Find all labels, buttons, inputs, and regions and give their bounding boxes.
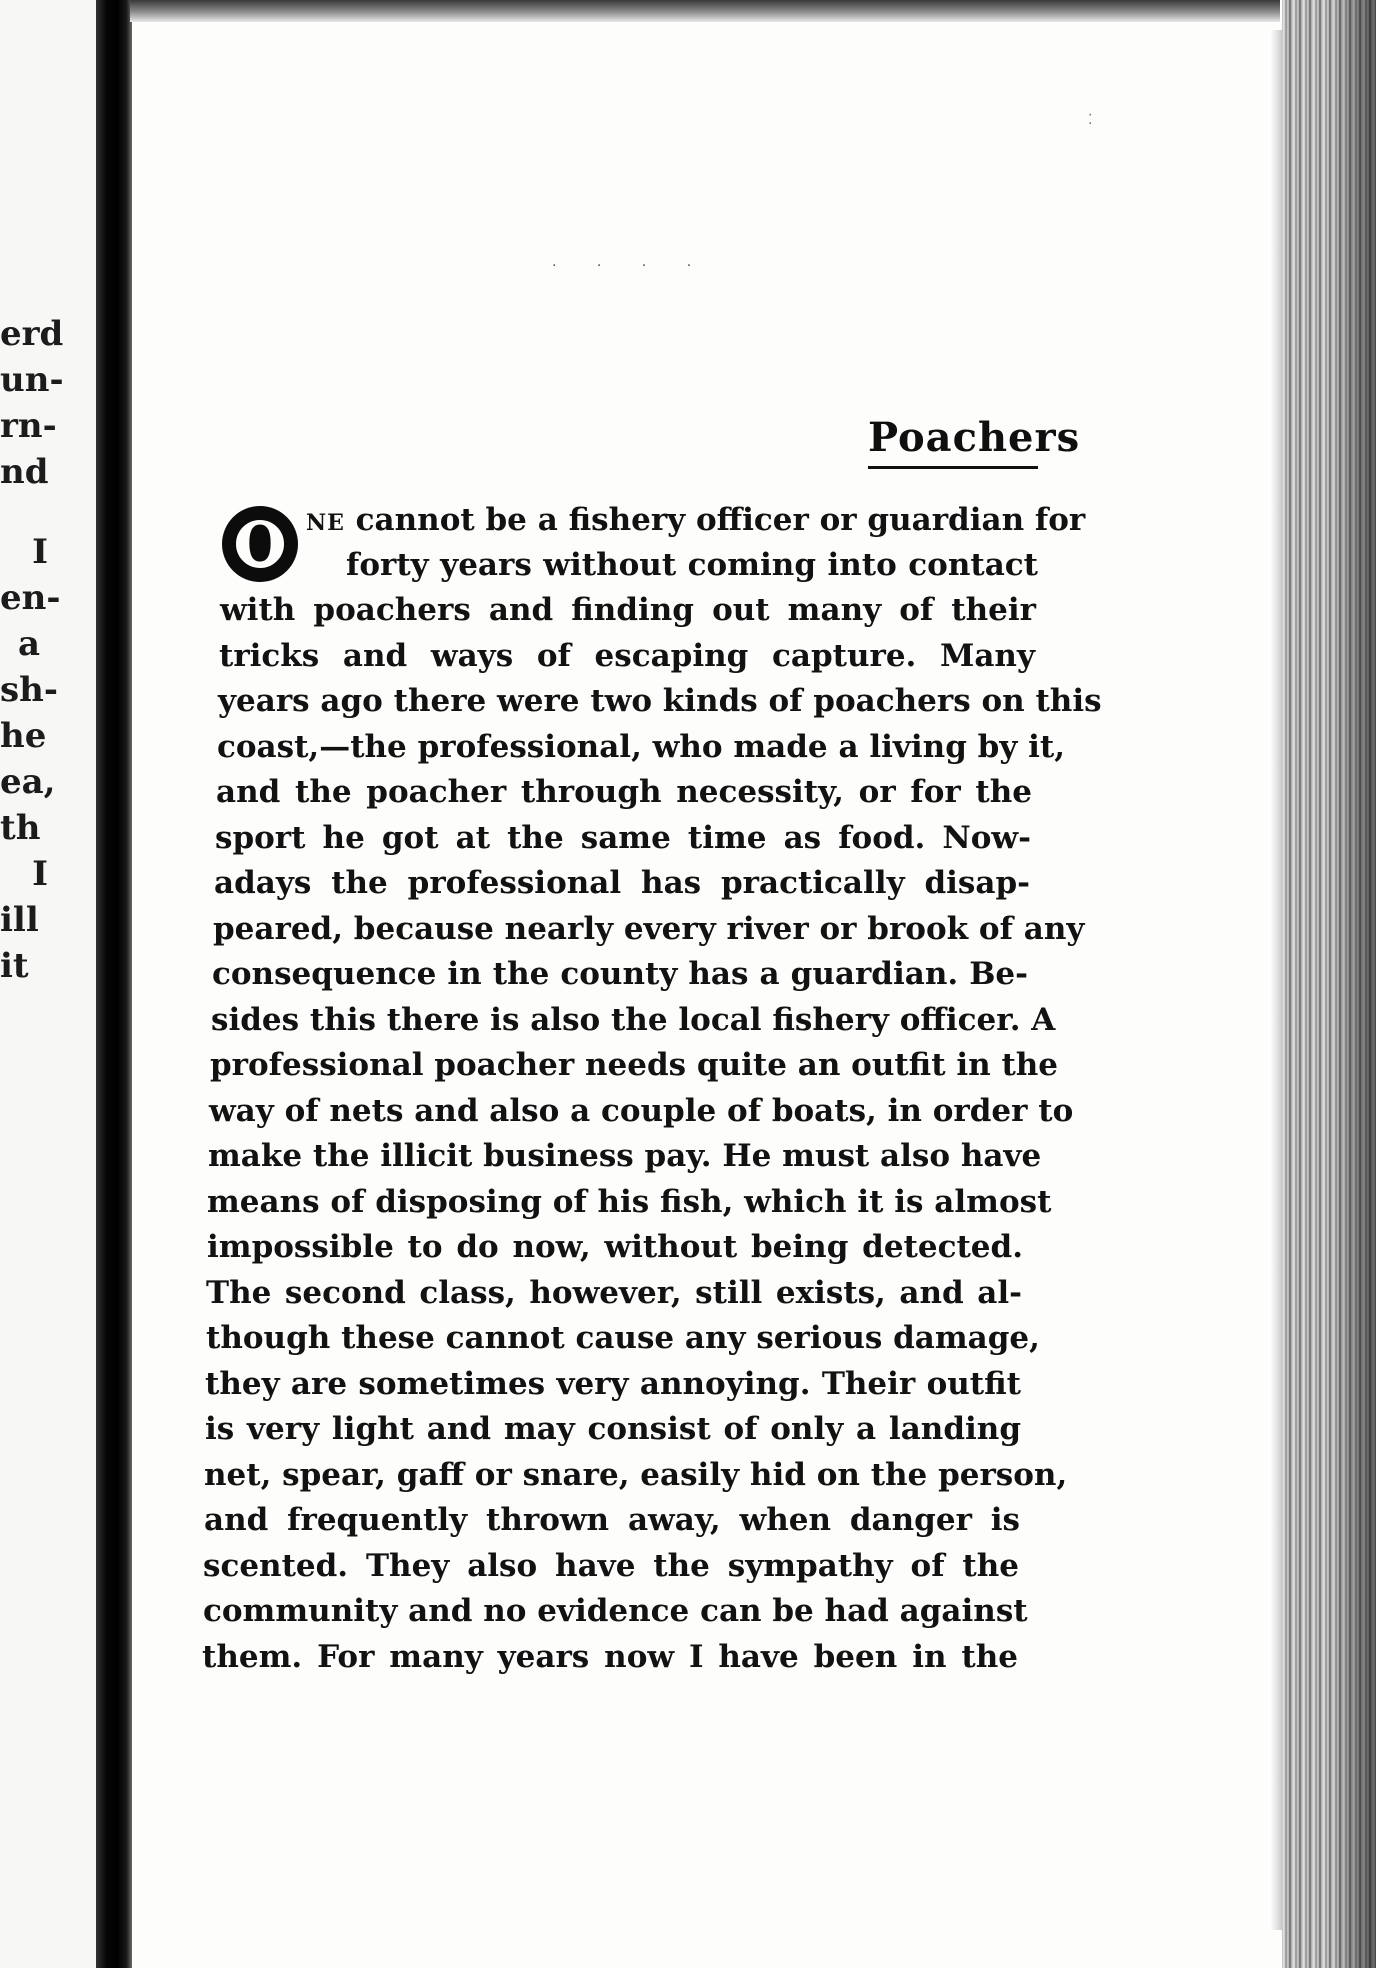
facing-page-text: ill: [0, 900, 39, 940]
facing-page-text: en-: [0, 578, 61, 618]
text-line: with poachers and finding out many of their: [220, 592, 1036, 628]
text-line: [306, 500, 1086, 543]
text-line: and the poacher through necessity, or for the: [216, 774, 1032, 810]
text-line: impossible to do now, without being detected.: [207, 1229, 1023, 1265]
facing-page-text: rn-: [0, 406, 57, 446]
text-line: them. For many years now I have been in the: [202, 1639, 1018, 1675]
text-line: tricks and ways of escaping capture. Many: [219, 638, 1035, 674]
facing-page-text: erd: [0, 314, 64, 354]
facing-page-text: he: [0, 716, 47, 756]
facing-page-text: nd: [0, 452, 49, 492]
running-head-rule: [868, 466, 1038, 469]
text-line: adays the professional has practically disap-: [214, 865, 1030, 901]
text-line: The second class, however, still exists, and al-: [206, 1275, 1022, 1311]
text-line: sport he got at the same time as food. Now-: [215, 820, 1031, 856]
text-line: peared, because nearly every river or brook of any: [213, 911, 1085, 947]
text-line: coast,—the professional, who made a living by it,: [217, 729, 1066, 765]
scan-specks: · · · ·: [552, 258, 710, 274]
text-line-rest: cannot be a fishery officer or guardian for: [344, 502, 1086, 538]
book-gutter: [96, 0, 132, 1968]
text-line: way of nets and also a couple of boats, in order to: [209, 1093, 1074, 1129]
text-line: forty years without coming into contact: [346, 547, 1038, 583]
scan-speck: ⁚: [1088, 112, 1093, 128]
page-stack-shadow: [1330, 0, 1376, 1968]
facing-page-text: un-: [0, 360, 64, 400]
facing-page: [0, 0, 102, 1968]
drop-cap-ornament: [236, 520, 284, 568]
page-top-shadow: [130, 0, 1280, 22]
facing-page-text: it: [0, 946, 29, 986]
running-head: Poachers: [868, 414, 1081, 461]
text-line: and frequently thrown away, when danger is: [204, 1502, 1020, 1538]
facing-page-text: th: [0, 808, 41, 848]
text-line: community and no evidence can be had against: [203, 1593, 1028, 1629]
text-line: is very light and may consist of only a landing: [205, 1411, 1021, 1447]
facing-page-text: I: [32, 532, 48, 572]
facing-page-text: a: [17, 624, 40, 664]
facing-page-text: ea,: [0, 762, 56, 802]
text-line: scented. They also have the sympathy of the: [203, 1548, 1019, 1584]
text-line: they are sometimes very annoying. Their outfit: [205, 1366, 1021, 1402]
text-line: years ago there were two kinds of poachers on this: [218, 683, 1102, 719]
drop-cap: O: [222, 506, 298, 582]
text-line: professional poacher needs quite an outfit in the: [210, 1047, 1059, 1083]
first-word-small-caps: NE: [306, 510, 345, 536]
text-line: sides this there is also the local fishery officer. A: [211, 1002, 1056, 1038]
text-line: make the illicit business pay. He must also have: [208, 1138, 1042, 1174]
text-line: net, spear, gaff or snare, easily hid on the person,: [204, 1457, 1068, 1493]
facing-page-text: sh-: [0, 670, 58, 710]
text-line: consequence in the county has a guardian. Be-: [212, 956, 1028, 992]
facing-page-text: I: [32, 854, 48, 894]
text-line: though these cannot cause any serious damage,: [206, 1320, 1040, 1356]
text-line: means of disposing of his fish, which it is almost: [207, 1184, 1052, 1220]
